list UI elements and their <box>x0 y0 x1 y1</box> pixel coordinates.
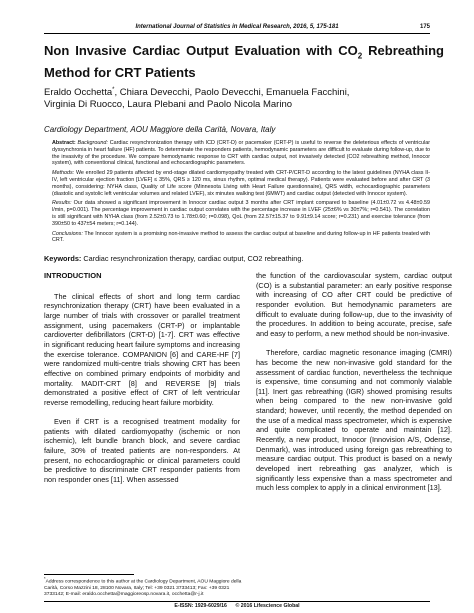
left-column <box>44 271 240 494</box>
title-part1: Non Invasive Cardiac Output Evaluation with CO <box>44 43 358 58</box>
author-line-1 <box>44 84 444 99</box>
page-footer <box>44 603 430 609</box>
abstract <box>52 140 430 247</box>
keywords-label: Keywords: <box>44 254 82 263</box>
abstract-label: Abstract: <box>52 140 76 146</box>
footnote-text: Address correspondence to this author at the Cardiology Department, AOU Maggiore della Carità, Corso Mazzini 18, 28100 Novara, Italy; Tel: +39 0321 3733413; Fax: +39 0321 3733142; E-mail: eraldo.occhetta@maggioreosp.novara.it, occhetta@r-j.it <box>44 579 242 597</box>
author-line-2: Virginia Di Ruocco, Laura Plebani and Paolo Nicola Marino <box>44 99 293 111</box>
header-divider <box>44 33 430 34</box>
section-heading-introduction: INTRODUCTION <box>44 271 102 280</box>
intro-paragraph-4: Therefore, cardiac magnetic resonance imaging (CMRI) has become the new non-invasive gold standard for the assessment of cardiac function, nevertheless the technique is expensive, time consuming and not commonly vialable [11]. Inert gas rebreathing (IGR) showed promising results when being compared to the new non-invasive gold standard; however, until recently, the method depended on the use of a medical mass spectrometer, which is expensive and quite complicated to operate and maintain [12]. Recently, a new product, Innocor (Innovision A/S, Odense, Denmark), was introduced using foreign gas rebreathing to measure cardiac output. This product is based on a newly developed inert rebreathing gas analyzer, which is significantly less expensive than a mass spectrometer and much less complex to apply in a clinical environment [13]. <box>256 348 452 493</box>
background-label: Background: <box>77 140 108 146</box>
correspondence-footnote <box>44 576 244 598</box>
footnote-divider <box>44 574 134 575</box>
intro-paragraph-1: The clinical effects of short and long term cardiac resynchronization therapy (CRT) have been evaluated in a large number of trials with crossover or parallel treatment assignment, using pacemakers (CRT-P) or implantable cardioverter defibrillators (CRT-D) [1-7]. CRT was effective in significant reducing heart failure symptoms and increasing the exercise tolerance. COMPANION [6] and CARE-HF [7] were randomized multi-centre trials showing CRT has been effective on combined primary endpoints of morbidity and mortality. MADIT-CRT [8] and REVERSE [9] trials demonstrated a positive effect of CRT of left ventricular reverse remodelling, reducing heart failure morbidity. <box>44 291 240 407</box>
right-column <box>256 271 452 503</box>
author-list <box>44 84 444 111</box>
abstract-methods <box>52 170 430 197</box>
footnote-mark: * <box>44 576 46 581</box>
title-subscript: 2 <box>357 51 363 61</box>
title-part2: Rebreathing Method for CRT Patients <box>44 43 444 80</box>
keywords-text: Cardiac resynchronization therapy, cardiac output, CO2 rebreathing. <box>83 254 304 263</box>
corresponding-mark: * <box>112 87 115 93</box>
footer-issn: E-ISSN: 1929-6029/16 <box>174 603 227 609</box>
intro-paragraph-3: the function of the cardiovascular system, cardiac output (CO) is a substantial parameter: an early positive response with increasing of CO after CRT could be predictive of responder evolution. But hemodynamic parameters are difficult to evaluate during follow-up, due to the invasivity of the procedures. In addition to being accurate, precise, safe and easy to perform, a new method should be non-invasive. <box>256 271 452 338</box>
footer-copyright: © 2016 Lifescience Global <box>235 603 300 609</box>
methods-text: We enrolled 29 patients affected by end-stage dilated cardiomyopathy treated with CRT-P/CRT-D according to the latest guidelines (NYHA class II-IV, left ventricular ejection fraction [LVEF] ≤ 35%, QRS ≥ 120 ms, sinus rhythm, optimal medical therapy). Patients were evaluated before and after CRT (3 months), considering: NYHA class, Quality of Life score (Minnesota Living with Heart Failure questionnaire), QRS width, echocardiographic parameters (diastolic and systolic left ventricular volumes and related LVEF), six minutes walking test (6MWT) and cardiac output (detected with Innocor system). <box>52 170 431 197</box>
results-text: Our data showed a significant improvement in Innocor cardiac output 3 months after CRT implant compared to baseline (4.01±0.72 vs 4.48±0.59 l/min, p=0.001). The percentage improvement in cardiac output correlates with the percentage increase in LVEF (25±6% vs 30±7%; r=0.541). The correlation is still significant with NYHA class (from 2.52±0.73 to 1.78±0.60; r=0.098), QoL (from 22.57±15.37 to 9.91±9.14 score; r=0.231) and exercise tolerance (from 390±50 to 437±54 meters; r=0.144). <box>52 200 430 227</box>
journal-header: International Journal of Statistics in Medical Research, 2016, 5, 175-181 <box>135 24 339 30</box>
conclusions-label: Conclusions: <box>52 230 83 237</box>
article-title <box>44 43 444 81</box>
intro-paragraph-2: Even if CRT is a recognised treatment modality for patients with dilated cardiomyopathy (ischemic or non ischemic), left bundle branch block, and severe cardiac failure, 30% of treated patients are non-responders. At present, no echocardiographic or clinical parameters could be predictive to discriminate CRT responder patients from non responder ones [11]. When assessed <box>44 417 240 485</box>
abstract-results <box>52 200 430 227</box>
abstract-conclusions <box>52 231 430 245</box>
results-label: Results: <box>52 200 72 207</box>
background-text: Cardiac resynchronization therapy with ICD (CRT-D) or pacemaker (CRT-P) is useful to reverse the deleterious effects of ventricular dyssynchronia in heart failure (HF) patients. To determinate the responders patients, hemodynamic parameters are difficult to evaluate during follow-up, due to the invasivity of the procedure. We compare hemodynamic response to CRT with cardiac output, not invasively detected (CO2 rebreathing method, Innocor system), with conventional clinical, functional and echocardiographic parameters. <box>52 140 430 167</box>
page-number: 175 <box>419 24 430 30</box>
keywords <box>44 254 444 263</box>
conclusions-text: The Innocor system is a promising non-invasive method to assess the cardiac output at baseline and during follow-up in HF patients treated with CRT. <box>52 230 431 244</box>
abstract-background <box>52 140 430 167</box>
authors-rest: , Chiara Devecchi, Paolo Devecchi, Emanuela Facchini, <box>114 87 350 99</box>
affiliation: Cardiology Department, AOU Maggiore della Carità, Novara, Italy <box>44 125 276 134</box>
methods-label: Methods: <box>52 170 75 177</box>
footer-divider <box>44 601 430 602</box>
corresponding-author: Eraldo Occhetta <box>44 87 113 99</box>
